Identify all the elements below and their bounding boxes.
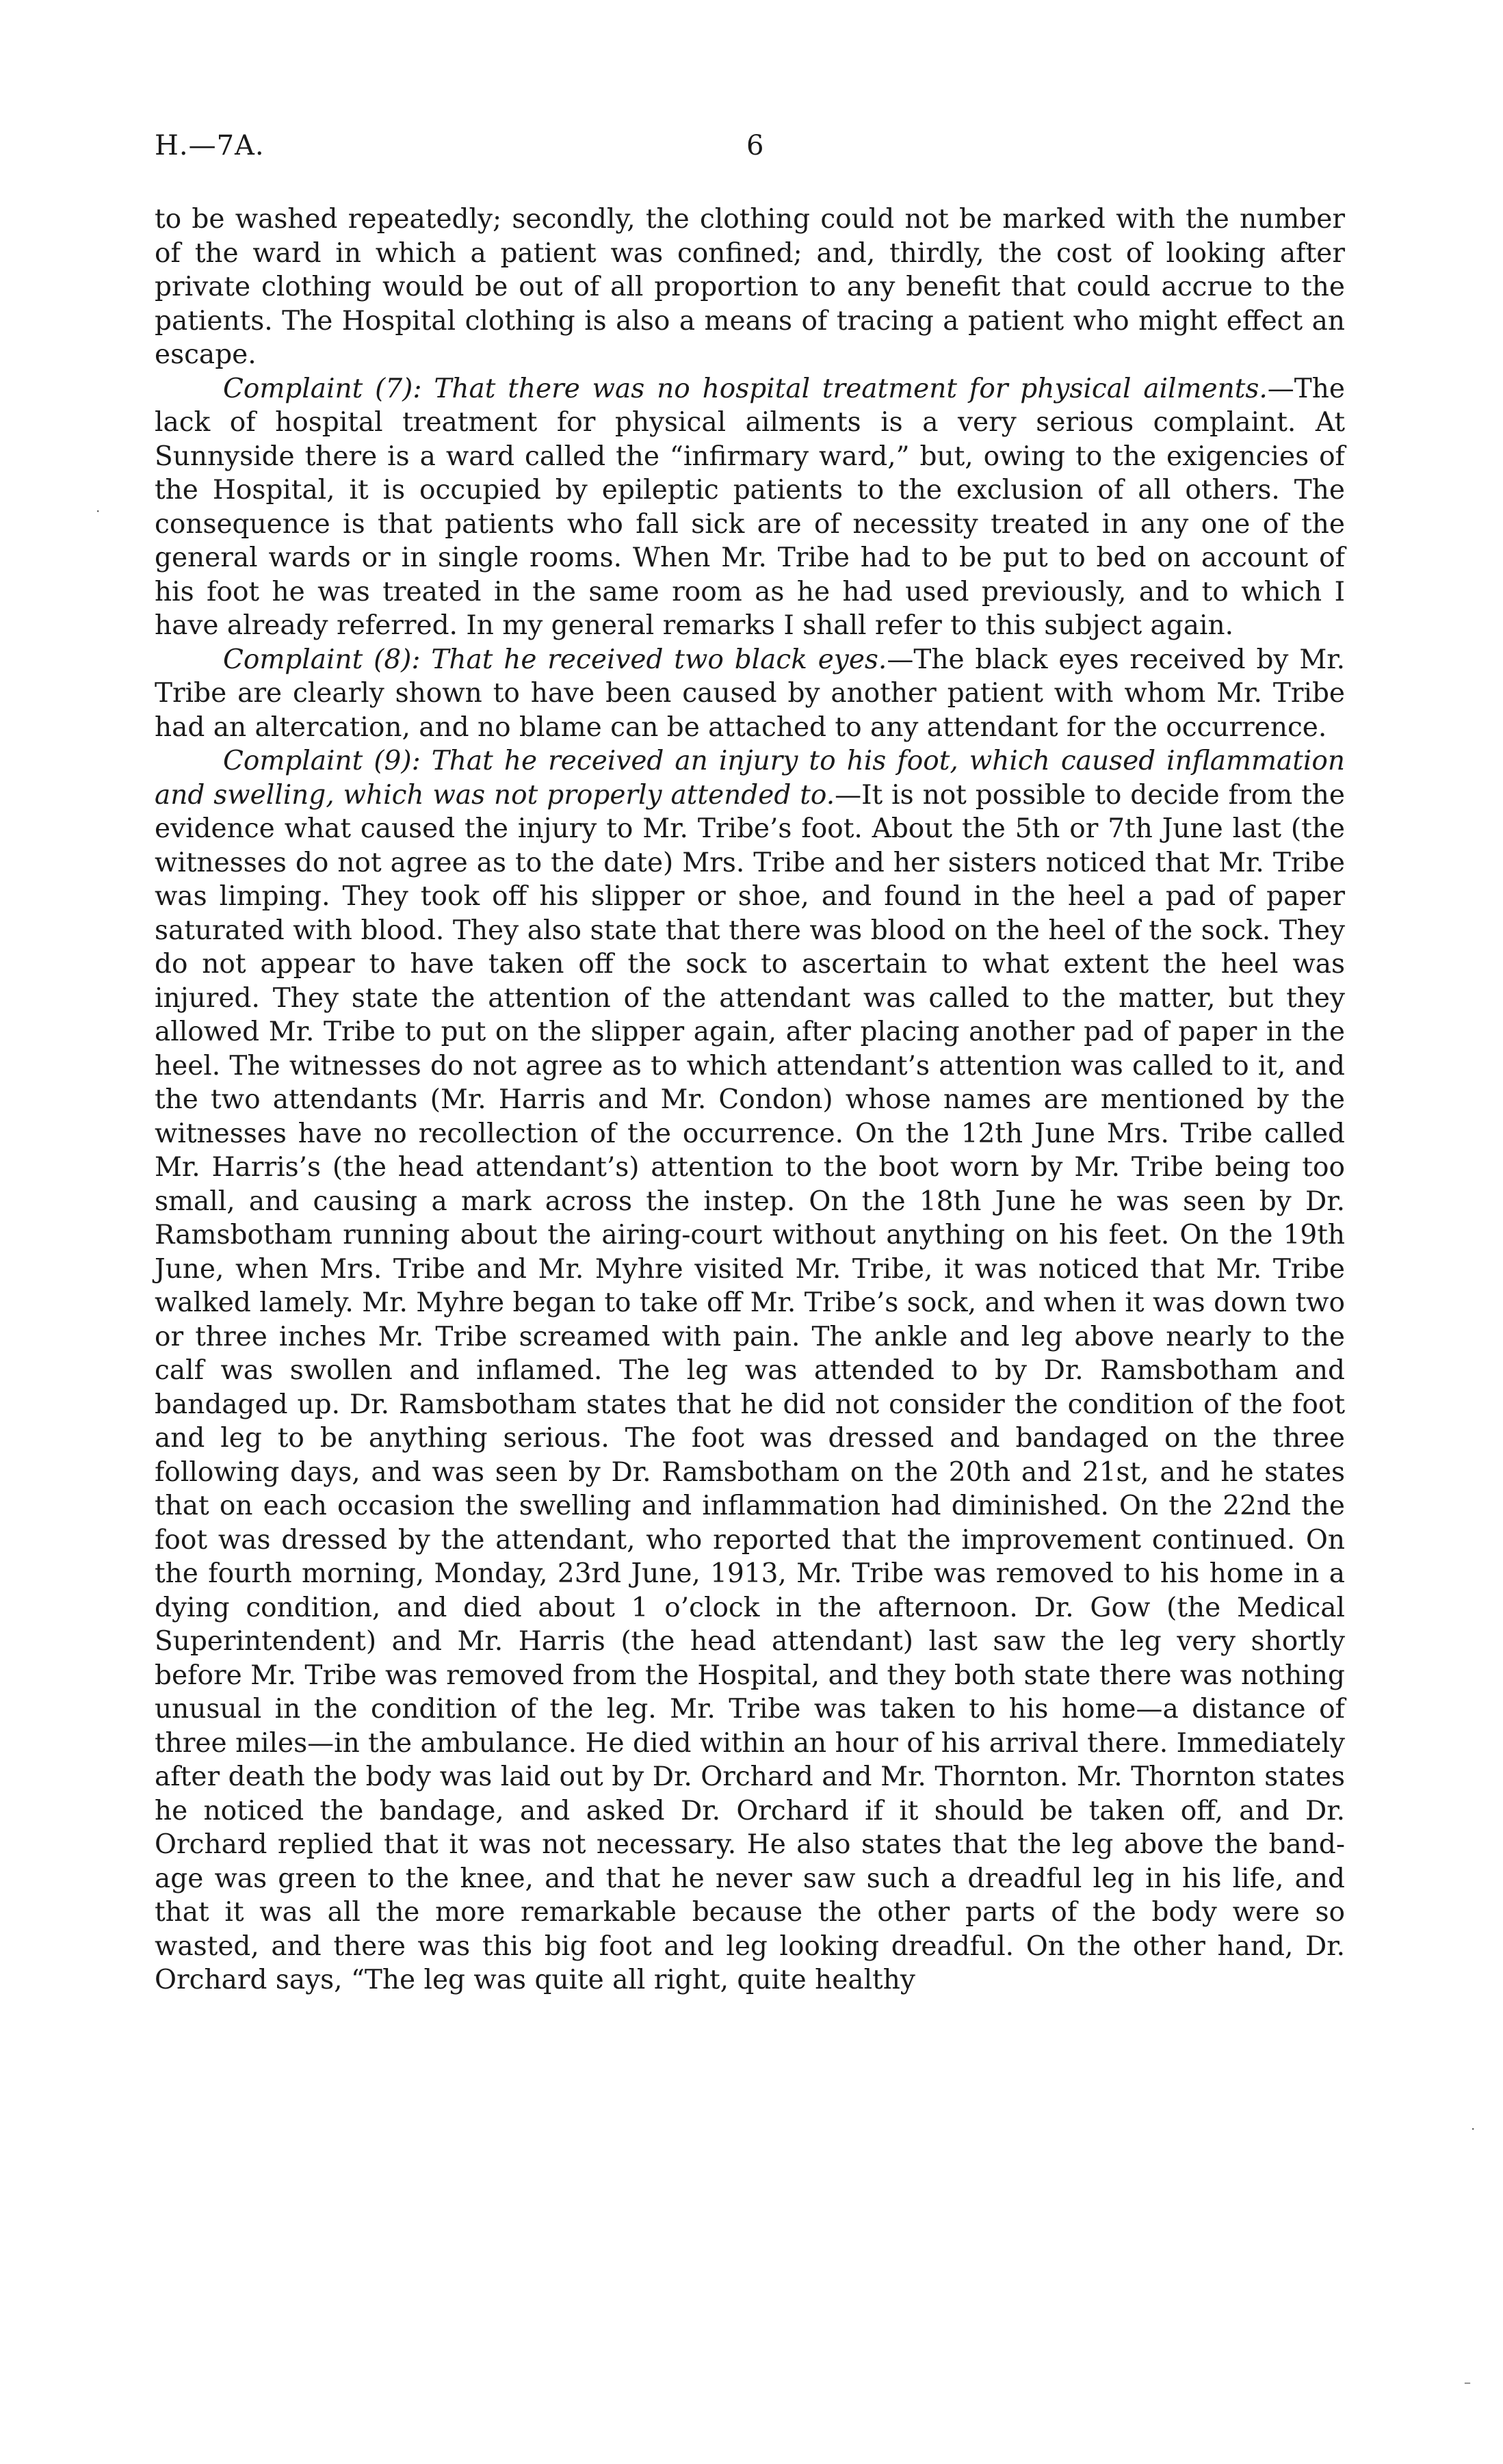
- paragraph-complaint-8: [155, 643, 1345, 745]
- body-text: [155, 202, 1345, 1997]
- complaint-9-heading: Complaint (9): That he received an injury to his foot, which caused inflammation and swelling, which was not properly attended to.: [155, 746, 1345, 811]
- paragraph-clothing-continued: [155, 202, 1345, 372]
- paragraph-complaint-7: [155, 372, 1345, 643]
- document-reference: H.—7A.: [155, 130, 265, 161]
- complaint-7-heading: Complaint (7): That there was no hospital treatment for physical ailments.: [223, 373, 1268, 404]
- complaint-8-text: —The black eyes received by Mr. Tribe are clearly shown to have been caused by another patient with whom Mr. Tribe had an altercation, and no blame can be attached to any attendant for the occurrence.: [155, 644, 1346, 743]
- page-number: 6: [746, 130, 764, 161]
- paragraph-text: to be washed repeatedly; secondly, the clothing could not be marked with the number of the ward in which a patient was confined; and, thirdly, the cost of looking after private clothing would be out of all proportion to any benefit that could accrue to the patients. The Hospital clothing is also a means of tracing a patient who might effect an escape.: [155, 204, 1345, 370]
- scan-speck: ·: [1471, 2121, 1476, 2137]
- complaint-9-text: —It is not possible to decide from the evidence what caused the injury to Mr. Tribe’s foot. About the 5th or 7th June last (the witnesses do not agree as to the date) Mrs. Tribe and her sisters noticed that Mr. Tribe was limping. They took off his slipper or shoe, and found in the heel a pad of paper saturated with blood. They also state that there was blood on the heel of the sock. They do not appear to have taken off the sock to ascertain to what extent the heel was injured. They state the attention of the attendant was called to the matter, but they allowed Mr. Tribe to put on the slipper again, after placing another pad of paper in the heel. The witnesses do not agree as to which attendant’s attention was called to it, and the two attendants (Mr. Harris and Mr. Condon) whose names are mentioned by the witnesses have no recollection of the occurrence. On the 12th June Mrs. Tribe called Mr. Harris’s (the head attendant’s) attention to the boot worn by Mr. Tribe being too small, and causing a mark across the instep. On the 18th June he was seen by Dr. Ramsbotham running about the airing-court without anything on his feet. On the 19th June, when Mrs. Tribe and Mr. Myhre visited Mr. Tribe, it was noticed that Mr. Tribe walked lamely. Mr. Myhre began to take off Mr. Tribe’s sock, and when it was down two or three inches Mr. Tribe screamed with pain. The ankle and leg above nearly to the calf was swollen and inflamed. The leg was attended to by Dr. Ramsbotham and bandaged up. Dr. Ramsbotham states that he did not consider the condition of the foot and leg to be anything serious. The foot was dressed and bandaged on the three following days, and was seen by Dr. Ramsbotham on the 20th and 21st, and he states that on each occasion the swelling and inflammation had diminished. On the 22nd the foot was dressed by the attendant, who reported that the improvement continued. On the fourth morning, Monday, 23rd June, 1913, Mr. Tribe was removed to his home in a dying condition, and died about 1 o’clock in the afternoon. Dr. Gow (the Medical Superintendent) and Mr. Harris (the head attendant) last saw the leg very shortly before Mr. Tribe was removed from the Hospital, and they both state there was nothing unusual in the condition of the leg. Mr. Tribe was taken to his home—a distance of three miles—in the ambulance. He died within an hour of his arrival there. Immediately after death the body was laid out by Dr. Orchard and Mr. Thornton. Mr. Thornton states he noticed the bandage, and asked Dr. Orchard if it should be taken off, and Dr. Orchard replied that it was not necessary. He also states that the leg above the bandage was green to the knee, and that he never saw such a dreadful leg in his life, and that it was all the more remarkable because the other parts of the body were so wasted, and there was this big foot and leg looking dreadful. On the other hand, Dr. Orchard says, “The leg was quite all right, quite healthy: [155, 779, 1345, 1995]
- scan-speck: ·: [96, 503, 101, 519]
- paragraph-complaint-9: [155, 744, 1345, 1997]
- complaint-7-text: —The lack of hospital treatment for physical ailments is a very serious complaint. At Sunnyside there is a ward called the “infirmary ward,” but, owing to the exigencies of the Hospital, it is occupied by epileptic patients to the exclusion of all others. The consequence is that patients who fall sick are of necessity treated in any one of the general wards or in single rooms. When Mr. Tribe had to be put to bed on account of his foot he was treated in the same room as he had used previously, and to which I have already referred. In my general remarks I shall refer to this subject again.: [155, 373, 1345, 641]
- page-header: [155, 130, 1345, 171]
- complaint-8-heading: Complaint (8): That he received two black eyes.: [223, 644, 887, 675]
- scan-speck: –: [1464, 2374, 1471, 2390]
